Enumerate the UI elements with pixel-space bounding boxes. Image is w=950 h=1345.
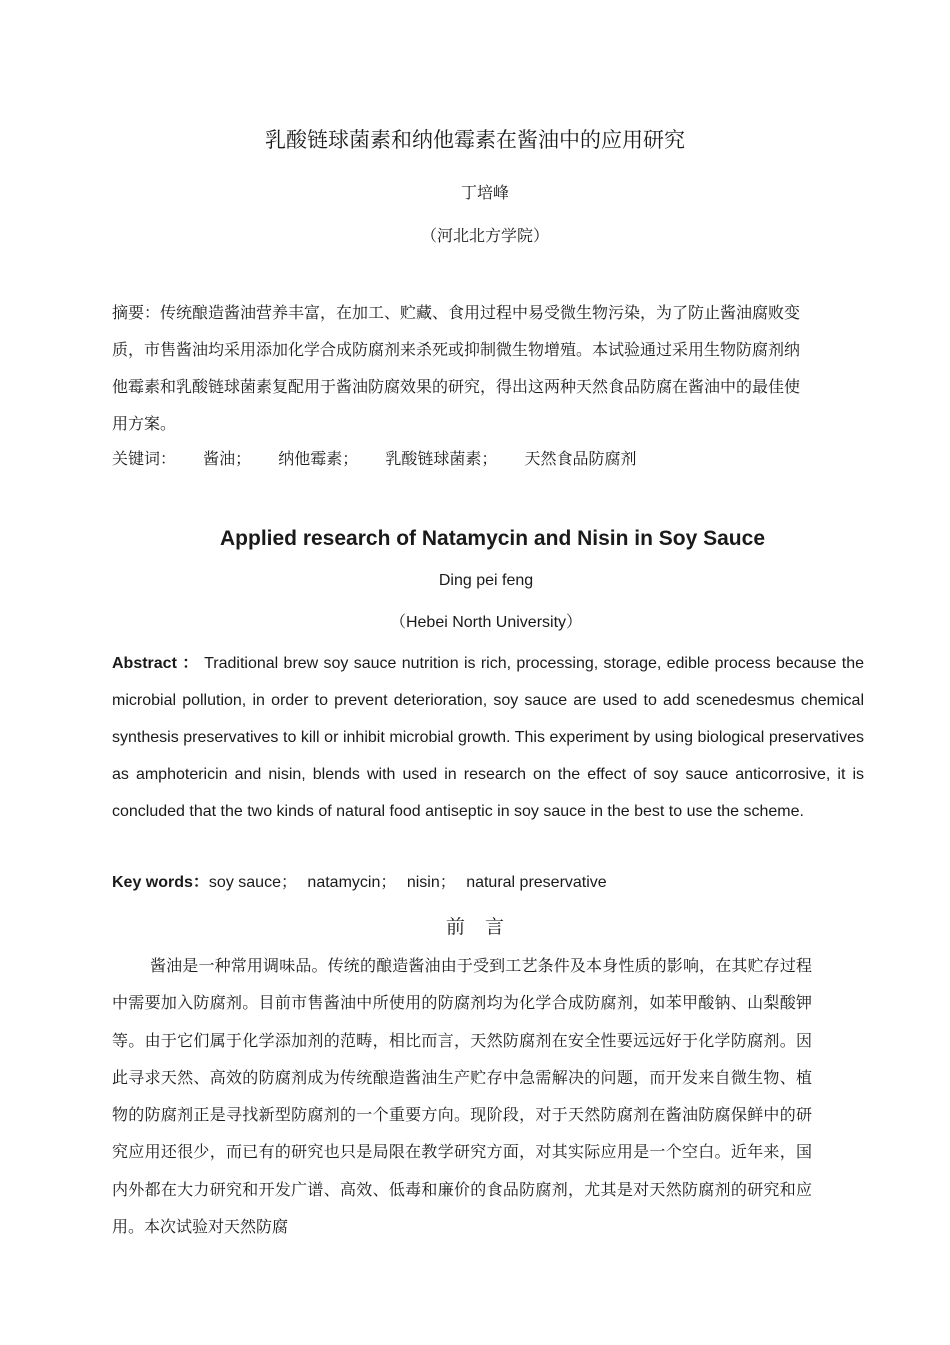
english-keywords bbox=[112, 868, 864, 898]
chinese-keywords-label: 关键词： bbox=[112, 449, 177, 468]
english-keywords-label: Key words： bbox=[112, 874, 209, 891]
english-author: Ding pei feng bbox=[438, 572, 534, 589]
chinese-keyword: 酱油； bbox=[203, 449, 252, 468]
english-keyword: natural preservative bbox=[466, 874, 607, 891]
english-abstract-text: Traditional brew soy sauce nutrition is rich, processing, storage, edible process because the microbial pollution, in order to prevent deterioration, soy sauce are used to add scenedesmus chemical synthesis preservatives to kill or inhibit microbial growth. This experiment by using biological preservatives as amphotericin and nisin, blends with used in research on the effect of soy sauce anticorrosive, it is concluded that the two kinds of natural food antiseptic in soy sauce in the best to use the scheme. bbox=[112, 655, 865, 820]
chinese-keyword: 乳酸链球菌素； bbox=[385, 449, 498, 468]
chinese-abstract bbox=[112, 294, 812, 442]
chinese-title: 乳酸链球菌素和纳他霉素在酱油中的应用研究 bbox=[265, 128, 685, 152]
chinese-keywords bbox=[112, 444, 832, 474]
section-heading-preface: 前言 bbox=[445, 916, 524, 938]
english-keyword: soy sauce； bbox=[208, 874, 297, 891]
chinese-author: 丁培峰 bbox=[460, 183, 509, 202]
chinese-affiliation: （河北北方学院） bbox=[420, 226, 549, 245]
english-abstract bbox=[112, 645, 864, 830]
chinese-keyword: 天然食品防腐剂 bbox=[524, 449, 637, 468]
english-affiliation: （Hebei North University） bbox=[389, 614, 583, 631]
english-title: Applied research of Natamycin and Nisin in Soy Sauce bbox=[220, 527, 765, 550]
chinese-keyword: 纳他霉素； bbox=[278, 449, 359, 468]
english-keyword: nisin； bbox=[406, 874, 456, 891]
english-keyword: natamycin； bbox=[307, 874, 397, 891]
chinese-abstract-label: 摘要： bbox=[112, 303, 161, 322]
chinese-abstract-text: 传统酿造酱油营养丰富，在加工、贮藏、食用过程中易受微生物污染，为了防止酱油腐败变质，市售酱油均采用添加化学合成防腐剂来杀死或抑制微生物增殖。本试验通过采用生物防腐剂纳他霉素和乳酸链球菌素复配用于酱油防腐效果的研究，得出这两种天然食品防腐在酱油中的最佳使用方案。 bbox=[112, 303, 801, 433]
english-abstract-label: Abstract ： bbox=[112, 655, 200, 672]
intro-paragraph: 酱油是一种常用调味品。传统的酿造酱油由于受到工艺条件及本身性质的影响，在其贮存过程中需要加入防腐剂。目前市售酱油中所使用的防腐剂均为化学合成防腐剂，如苯甲酸钠、山梨酸钾等。由于它们属于化学添加剂的范畴，相比而言，天然防腐剂在安全性要远远好于化学防腐剂。因此寻求天然、高效的防腐剂成为传统酿造酱油生产贮存中急需解决的问题，而开发来自微生物、植物的防腐剂正是寻找新型防腐剂的一个重要方向。现阶段，对于天然防腐剂在酱油防腐保鲜中的研究应用还很少，而已有的研究也只是局限在教学研究方面，对其实际应用是一个空白。近年来，国内外都在大力研究和开发广谱、高效、低毒和廉价的食品防腐剂，尤其是对天然防腐剂的研究和应用。本次试验对天然防腐 bbox=[112, 956, 812, 1237]
